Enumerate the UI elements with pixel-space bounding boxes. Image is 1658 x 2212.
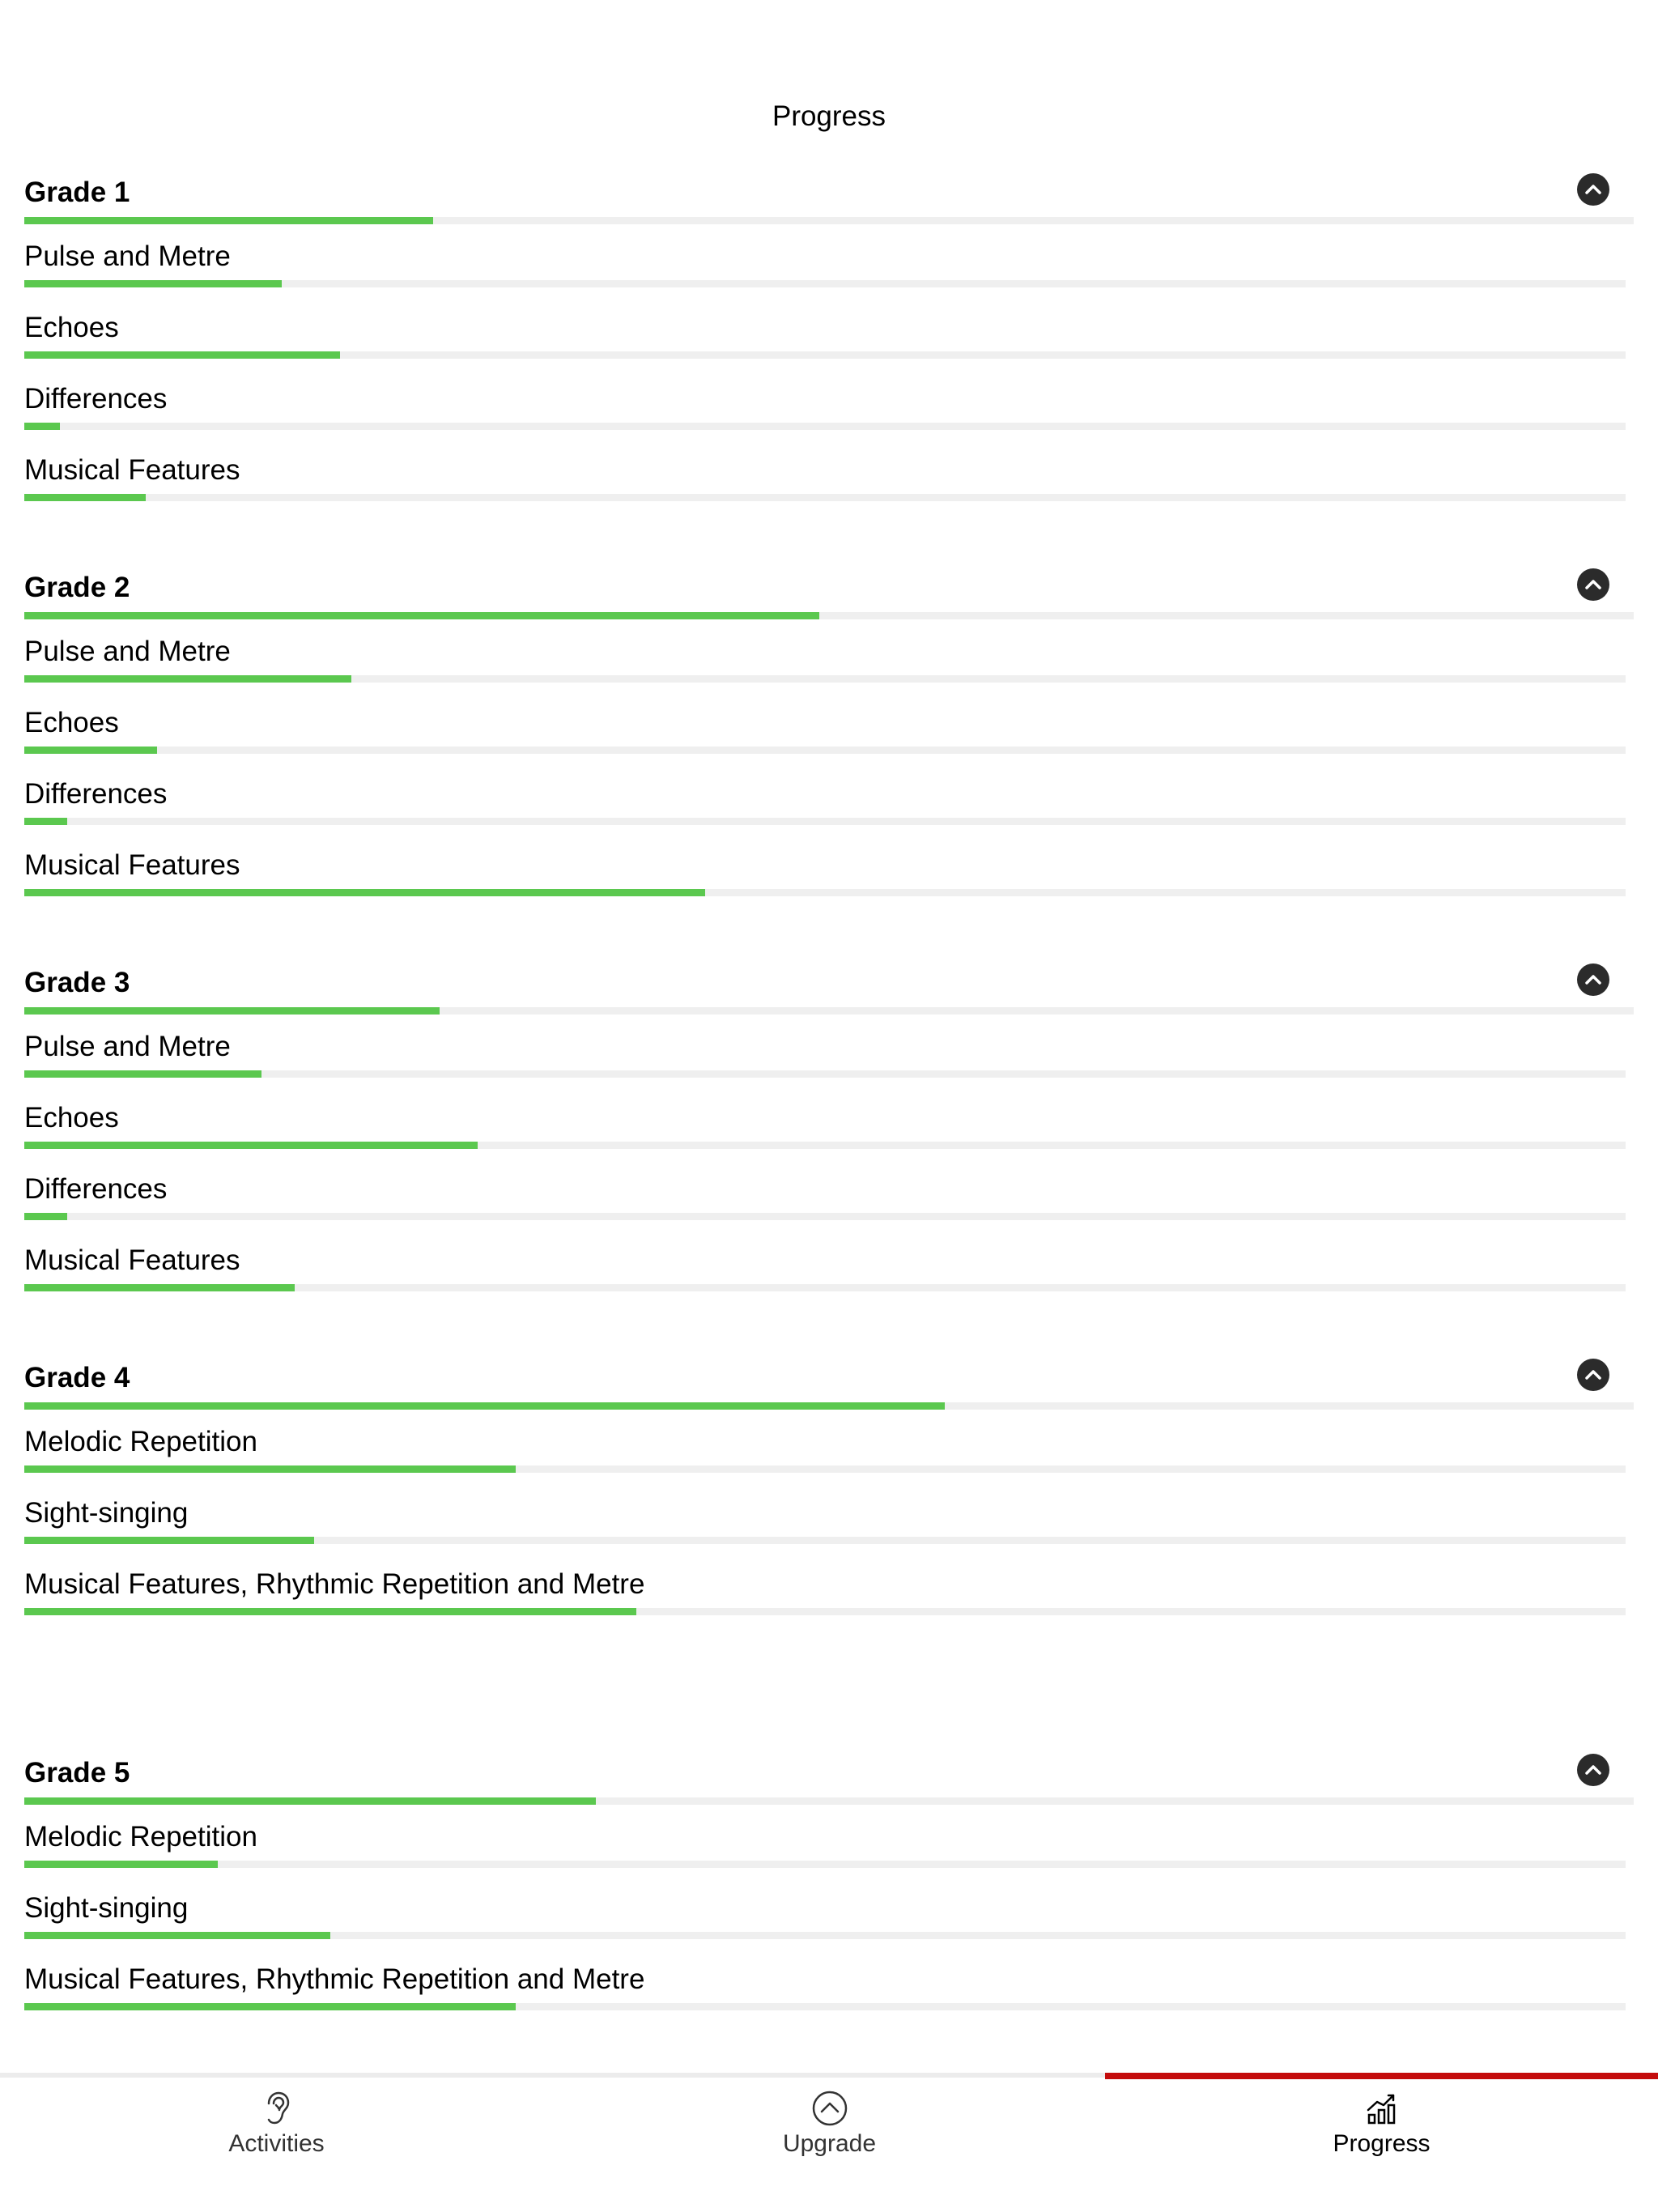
- category-label: Differences: [24, 383, 168, 415]
- category-label: Differences: [24, 778, 168, 810]
- progress-fill: [24, 1284, 295, 1291]
- progress-fill: [24, 889, 705, 896]
- chevron-up-icon: [1584, 974, 1602, 985]
- grade-section-1: [24, 173, 1634, 509]
- category-progress-bar: [24, 494, 1626, 501]
- category-progress-bar: [24, 351, 1626, 359]
- category-label: Echoes: [24, 707, 119, 738]
- category-label: Melodic Repetition: [24, 1426, 257, 1457]
- bar-chart-icon: [1363, 2089, 1401, 2128]
- grade-title: Grade 5: [24, 1757, 130, 1789]
- progress-fill: [24, 423, 60, 430]
- category-label: Echoes: [24, 1102, 119, 1134]
- category-label: Differences: [24, 1173, 168, 1205]
- category-label: Musical Features, Rhythmic Repetition and Metre: [24, 1568, 645, 1600]
- category-label: Sight-singing: [24, 1497, 189, 1529]
- tab-activities[interactable]: [0, 2073, 553, 2212]
- chevron-up-icon: [1584, 1369, 1602, 1380]
- category-row[interactable]: [24, 224, 1634, 296]
- category-label: Pulse and Metre: [24, 1031, 231, 1062]
- progress-fill: [24, 1932, 330, 1939]
- category-label: Echoes: [24, 312, 119, 343]
- grade-header[interactable]: [24, 1359, 1634, 1397]
- category-progress-bar: [24, 1608, 1626, 1615]
- category-progress-bar: [24, 675, 1626, 683]
- progress-fill: [24, 1142, 478, 1149]
- progress-fill: [24, 217, 433, 224]
- chevron-up-circle-icon: [810, 2089, 849, 2128]
- category-row[interactable]: [24, 833, 1634, 904]
- category-progress-bar: [24, 818, 1626, 825]
- category-progress-bar: [24, 2003, 1626, 2010]
- category-progress-bar: [24, 747, 1626, 754]
- tab-upgrade[interactable]: [553, 2073, 1106, 2212]
- progress-fill: [24, 1465, 516, 1473]
- category-label: Musical Features, Rhythmic Repetition and Metre: [24, 1963, 645, 1995]
- progress-fill: [24, 1537, 314, 1544]
- category-row[interactable]: [24, 691, 1634, 762]
- ear-icon: [257, 2089, 296, 2128]
- category-progress-bar: [24, 1142, 1626, 1149]
- collapse-button[interactable]: [1577, 1359, 1609, 1391]
- category-progress-bar: [24, 423, 1626, 430]
- category-label: Sight-singing: [24, 1892, 189, 1924]
- category-row[interactable]: [24, 1552, 1634, 1623]
- progress-fill: [24, 1861, 218, 1868]
- progress-fill: [24, 675, 351, 683]
- grade-section-2: [24, 568, 1634, 904]
- category-row[interactable]: [24, 762, 1634, 833]
- collapse-button[interactable]: [1577, 1754, 1609, 1786]
- category-progress-bar: [24, 1861, 1626, 1868]
- category-row[interactable]: [24, 1481, 1634, 1552]
- progress-fill: [24, 280, 282, 287]
- collapse-button[interactable]: [1577, 568, 1609, 601]
- category-label: Melodic Repetition: [24, 1821, 257, 1853]
- tab-label: Activities: [228, 2130, 325, 2157]
- progress-fill: [24, 612, 819, 619]
- tab-label: Upgrade: [782, 2130, 877, 2157]
- grade-section-4: [24, 1359, 1634, 1623]
- progress-fill: [24, 1797, 596, 1805]
- progress-fill: [24, 351, 340, 359]
- category-progress-bar: [24, 1932, 1626, 1939]
- grade-title: Grade 3: [24, 967, 130, 998]
- category-row[interactable]: [24, 1410, 1634, 1481]
- category-row[interactable]: [24, 1947, 1634, 2018]
- category-row[interactable]: [24, 438, 1634, 509]
- progress-fill: [24, 1213, 67, 1220]
- grade-section-3: [24, 963, 1634, 1300]
- category-row[interactable]: [24, 1876, 1634, 1947]
- category-progress-bar: [24, 889, 1626, 896]
- category-row[interactable]: [24, 1805, 1634, 1876]
- category-progress-bar: [24, 1070, 1626, 1078]
- progress-fill: [24, 1007, 440, 1015]
- collapse-button[interactable]: [1577, 963, 1609, 996]
- progress-fill: [24, 494, 146, 501]
- grade-header[interactable]: [24, 963, 1634, 1002]
- tab-progress[interactable]: [1105, 2073, 1658, 2212]
- category-row[interactable]: [24, 1086, 1634, 1157]
- category-label: Pulse and Metre: [24, 636, 231, 667]
- category-progress-bar: [24, 1465, 1626, 1473]
- chevron-up-icon: [1584, 579, 1602, 590]
- progress-fill: [24, 818, 67, 825]
- chevron-up-icon: [1584, 1764, 1602, 1776]
- grade-progress-bar: [24, 217, 1634, 224]
- category-row[interactable]: [24, 1157, 1634, 1228]
- grade-header[interactable]: [24, 568, 1634, 607]
- grade-progress-bar: [24, 1797, 1634, 1805]
- grade-section-5: [24, 1754, 1634, 2018]
- category-row[interactable]: [24, 367, 1634, 438]
- category-label: Musical Features: [24, 1244, 240, 1276]
- bottom-tab-bar: [0, 2073, 1658, 2212]
- category-row[interactable]: [24, 1015, 1634, 1086]
- grade-progress-bar: [24, 1007, 1634, 1015]
- grade-header[interactable]: [24, 1754, 1634, 1793]
- grade-progress-bar: [24, 1402, 1634, 1410]
- grade-title: Grade 2: [24, 572, 130, 603]
- category-row[interactable]: [24, 296, 1634, 367]
- category-label: Musical Features: [24, 454, 240, 486]
- progress-fill: [24, 1402, 945, 1410]
- category-row[interactable]: [24, 1228, 1634, 1300]
- grade-header[interactable]: [24, 173, 1634, 212]
- tab-label: Progress: [1333, 2130, 1431, 2157]
- grade-progress-bar: [24, 612, 1634, 619]
- category-label: Musical Features: [24, 849, 240, 881]
- category-progress-bar: [24, 280, 1626, 287]
- category-row[interactable]: [24, 619, 1634, 691]
- category-progress-bar: [24, 1284, 1626, 1291]
- progress-fill: [24, 747, 157, 754]
- grade-title: Grade 4: [24, 1362, 130, 1393]
- page-title: Progress: [772, 100, 886, 132]
- progress-fill: [24, 2003, 516, 2010]
- chevron-up-icon: [1584, 184, 1602, 195]
- progress-fill: [24, 1608, 636, 1615]
- grade-title: Grade 1: [24, 177, 130, 208]
- category-progress-bar: [24, 1537, 1626, 1544]
- progress-fill: [24, 1070, 261, 1078]
- category-progress-bar: [24, 1213, 1626, 1220]
- category-label: Pulse and Metre: [24, 240, 231, 272]
- collapse-button[interactable]: [1577, 173, 1609, 206]
